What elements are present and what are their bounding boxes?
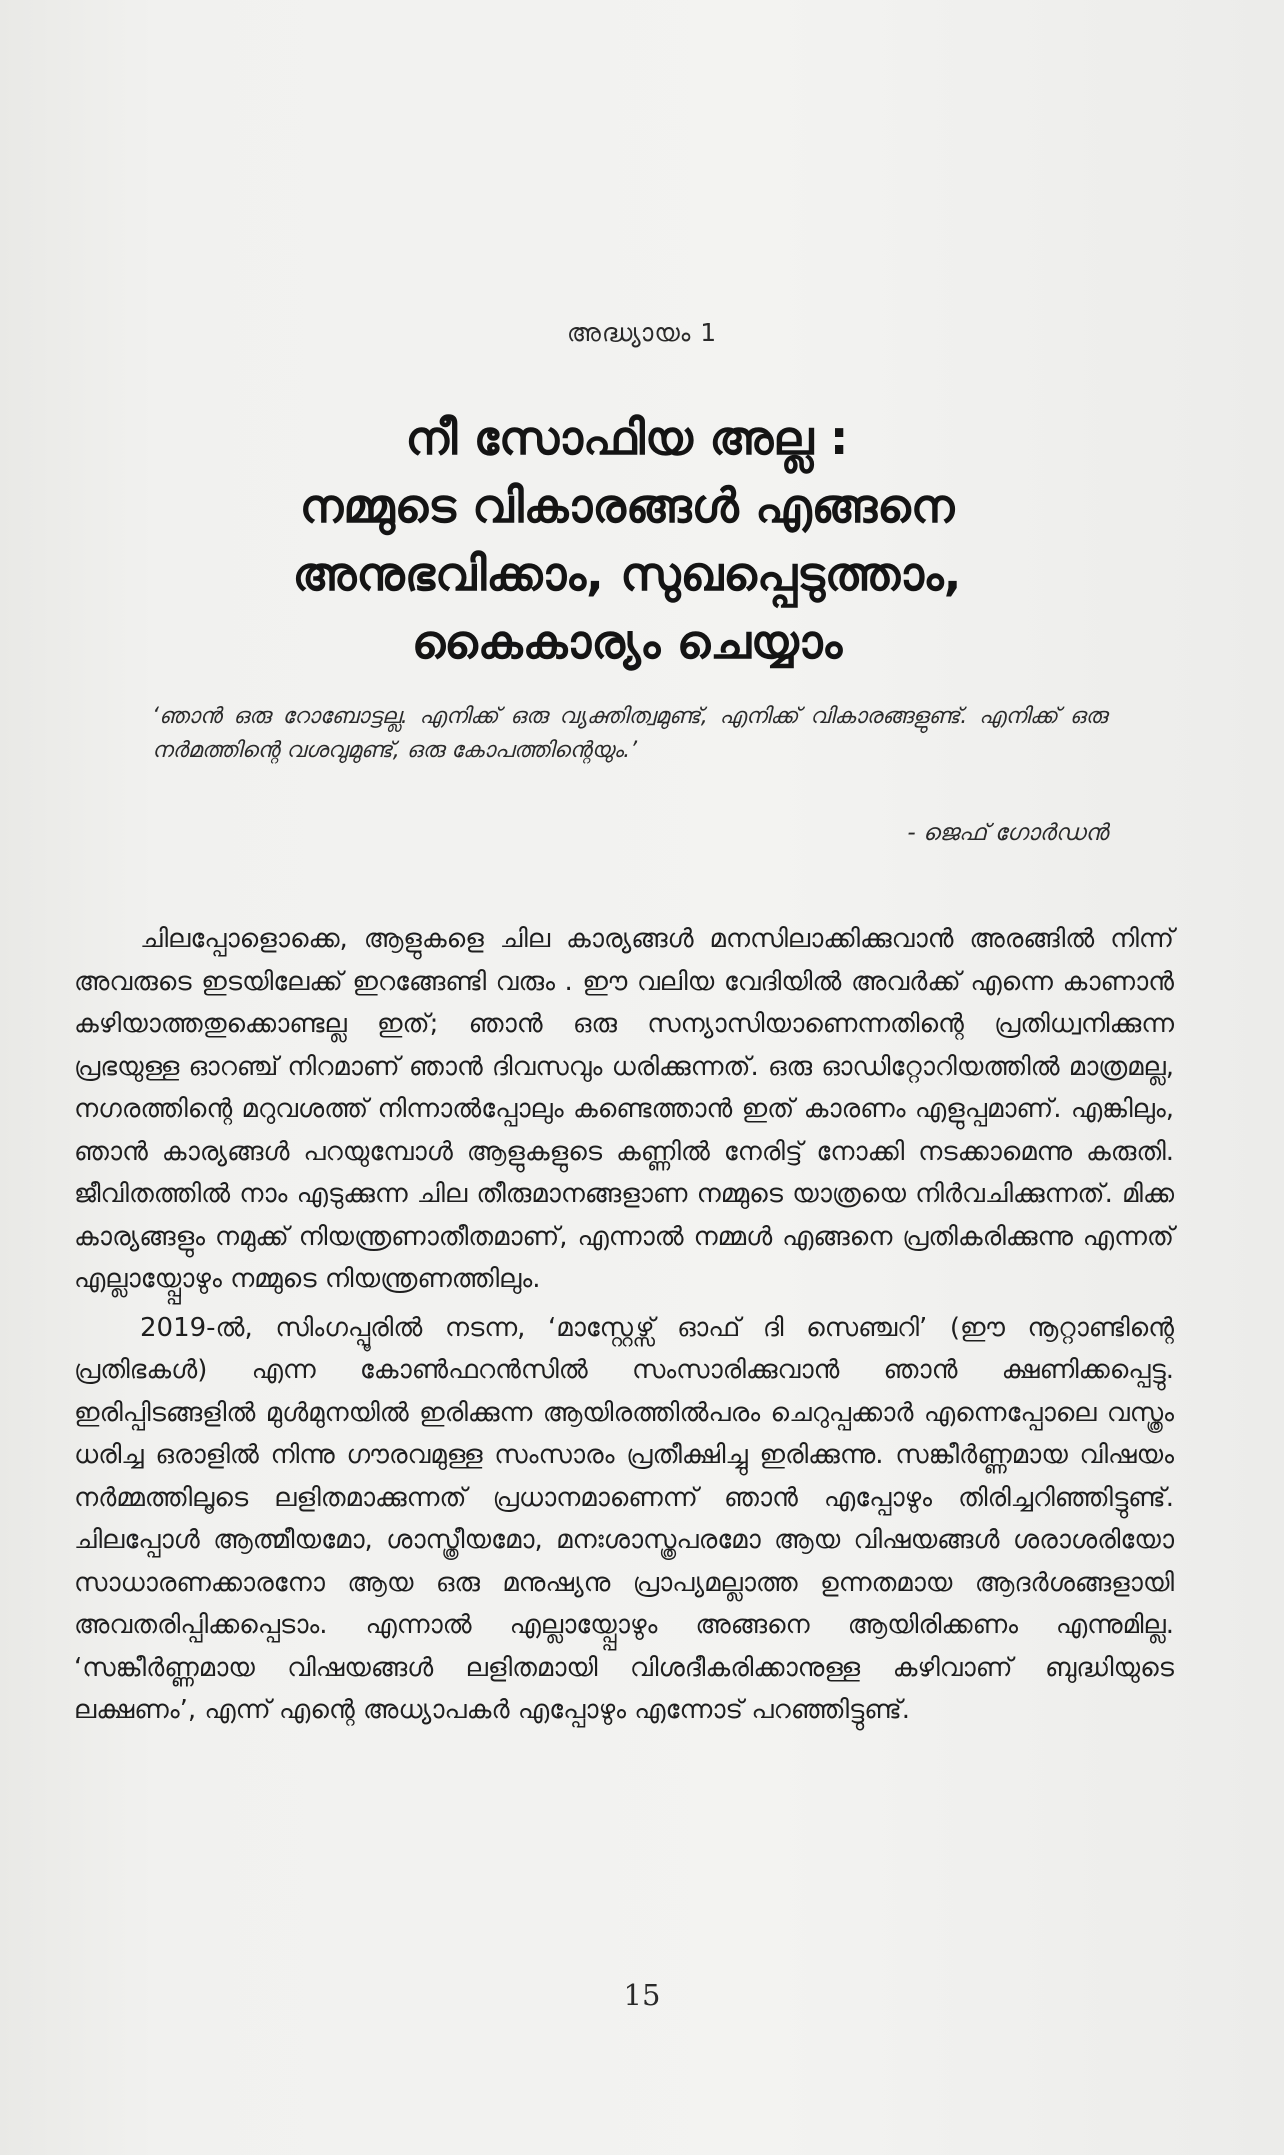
chapter-title-line-1: നീ സോഫിയ അല്ല : bbox=[405, 411, 849, 466]
body-text bbox=[74, 918, 1174, 1738]
chapter-title-line-4: കൈകാര്യം ചെയ്യാം bbox=[411, 615, 843, 670]
page-number: 15 bbox=[623, 1978, 661, 2012]
epigraph-quote: ‘ഞാൻ ഒരു റോബോട്ടല്ല. എനിക്ക് ഒരു വ്യക്തിത്വമുണ്ട്, എനിക്ക് വികാരങ്ങളുണ്ട്. എനിക്ക് ഒരു നർമത്തിന്റെ വശവുമുണ്ട്, ഒരു കോപത്തിന്റെയും.’ bbox=[152, 704, 1107, 763]
chapter-label: അദ്ധ്യായം 1 bbox=[566, 318, 718, 347]
paragraph-1: ചിലപ്പോളൊക്കെ, ആളുകളെ ചില കാര്യങ്ങൾ മനസിലാക്കിക്കുവാൻ അരങ്ങിൽ നിന്ന് അവരുടെ ഇടയിലേക്ക് ഇറങ്ങേണ്ടി വരും . ഈ വലിയ വേദിയിൽ അവർക്ക് എന്നെ കാണാൻ കഴിയാത്തതുക്കൊണ്ടല്ല ഇത്; ഞാൻ ഒരു സന്യാസിയാണെന്നതിന്റെ പ്രതിധ്വനിക്കുന്ന പ്രഭയുള്ള ഓറഞ്ച് നിറമാണ് ഞാൻ ദിവസവും ധരിക്കുന്നത്. ഒരു ഓഡിറ്റോറിയത്തിൽ മാത്രമല്ല, നഗരത്തിന്റെ മറുവശത്ത് നിന്നാൽപ്പോലും കണ്ടെത്താൻ ഇത് കാരണം എളുപ്പമാണ്. എങ്കിലും, ഞാൻ കാര്യങ്ങൾ പറയുമ്പോൾ ആളുകളുടെ കണ്ണിൽ നേരിട്ട് നോക്കി നടക്കാമെന്നു കരുതി. ജീവിതത്തിൽ നാം എടുക്കുന്ന ചില തീരുമാനങ്ങളാണ നമ്മുടെ യാത്രയെ നിർവചിക്കുന്നത്. മിക്ക കാര്യങ്ങളും നമുക്ക് നിയന്ത്രണാതീതമാണ്, എന്നാൽ നമ്മൾ എങ്ങനെ പ്രതികരിക്കുന്നു എന്നത് എല്ലായ്പ്പോഴും നമ്മുടെ നിയന്ത്രണത്തിലും. bbox=[74, 924, 1174, 1294]
chapter-title bbox=[150, 405, 1104, 677]
epigraph-attribution: - ജെഫ് ഗോർഡൻ bbox=[907, 820, 1108, 846]
chapter-title-line-2: നമ്മുടെ വികാരങ്ങൾ എങ്ങനെ bbox=[299, 479, 955, 534]
chapter-title-line-3: അനുഭവിക്കാം, സുഖപ്പെടുത്താം, bbox=[292, 547, 962, 602]
paragraph-2: 2019-ൽ, സിംഗപ്പൂരിൽ നടന്ന, ‘മാസ്റ്റേഴ്സ് ഓഫ് ദി സെഞ്ചറി’ (ഈ നൂറ്റാണ്ടിന്റെ പ്രതിഭകൾ) എന്ന കോൺഫറൻസിൽ സംസാരിക്കുവാൻ ഞാൻ ക്ഷണിക്കപ്പെട്ടു. ഇരിപ്പിടങ്ങളിൽ മുൾമുനയിൽ ഇരിക്കുന്ന ആയിരത്തിൽപരം ചെറുപ്പക്കാർ എന്നെപ്പോലെ വസ്ത്രം ധരിച്ച ഒരാളിൽ നിന്നു ഗൗരവമുള്ള സംസാരം പ്രതീക്ഷിച്ചു ഇരിക്കുന്നു. സങ്കീർണ്ണമായ വിഷയം നർമ്മത്തിലൂടെ ലളിതമാക്കുന്നത് പ്രധാനമാണെന്ന് ഞാൻ എപ്പോഴും തിരിച്ചറിഞ്ഞിട്ടുണ്ട്. ചിലപ്പോൾ ആത്മീയമോ, ശാസ്ത്രീയമോ, മനഃശാസ്ത്രപരമോ ആയ വിഷയങ്ങൾ ശരാശരിയോ സാധാരണക്കാരനോ ആയ ഒരു മനുഷ്യനു പ്രാപ്യമല്ലാത്ത ഉന്നതമായ ആദർശങ്ങളായി അവതരിപ്പിക്കപ്പെടാം. എന്നാൽ എല്ലായ്പ്പോഴും അങ്ങനെ ആയിരിക്കണം എന്നുമില്ല. ‘സങ്കീർണ്ണമായ വിഷയങ്ങൾ ലളിതമായി വിശദീകരിക്കാനുള്ള കഴിവാണ് ബുദ്ധിയുടെ ലക്ഷണം’, എന്ന് എന്റെ അധ്യാപകർ എപ്പോഴും എന്നോട് പറഞ്ഞിട്ടുണ്ട്. bbox=[74, 1312, 1174, 1725]
